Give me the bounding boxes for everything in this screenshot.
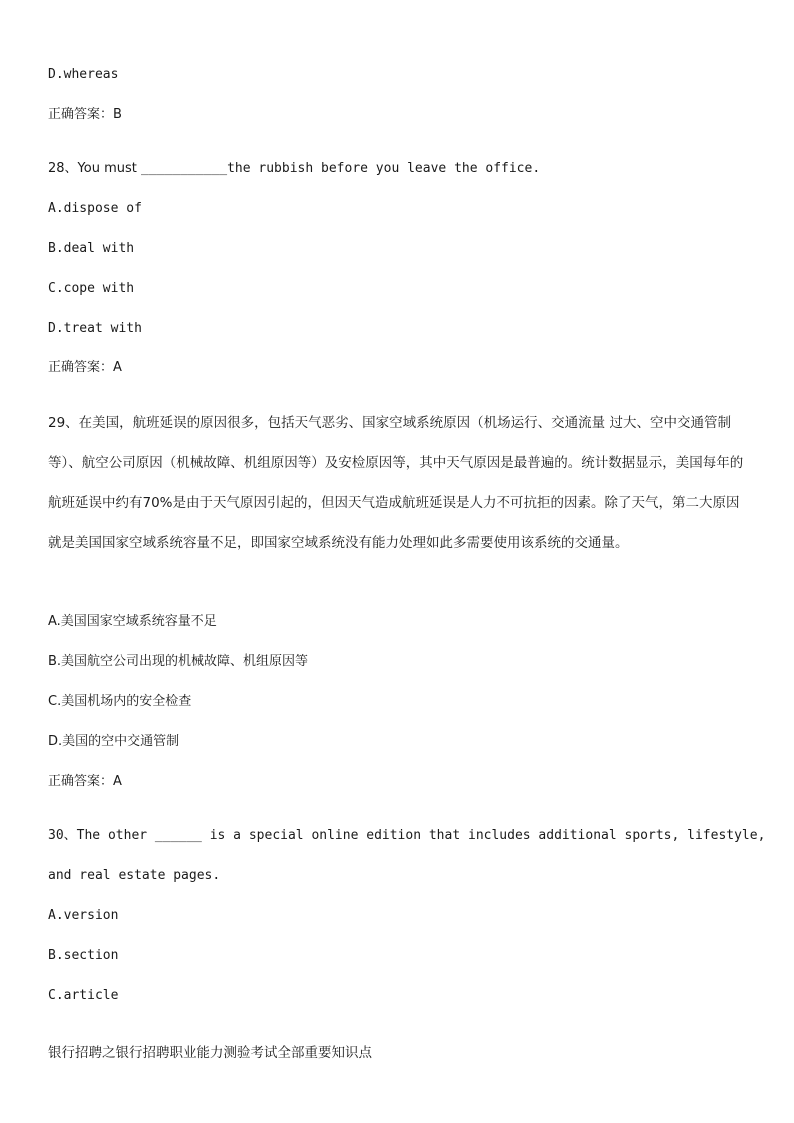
q30-option-a: A.version [48, 908, 119, 923]
q28-option-d: D.treat with [48, 321, 142, 336]
q28-option-c: C.cope with [48, 281, 135, 296]
q30-stem-line2: and real estate pages. [48, 868, 221, 883]
q28-option-b: B.deal with [48, 241, 135, 256]
q28-stem [48, 160, 540, 178]
q28-stem-prefix: 28、You must [48, 161, 141, 176]
q28-stem-blank: ___________ [141, 161, 228, 176]
q27-answer: 正确答案：B [48, 107, 122, 122]
q29-option-c: C.美国机场内的安全检查 [48, 694, 192, 709]
q29-answer: 正确答案：A [48, 774, 122, 789]
q27-option-d: D.whereas [48, 67, 119, 82]
q29-option-d: D.美国的空中交通管制 [48, 734, 180, 749]
q28-stem-suffix: the rubbish before you leave the office. [227, 161, 541, 176]
q30-option-b: B.section [48, 948, 119, 963]
page-footer: 银行招聘之银行招聘职业能力测验考试全部重要知识点 [48, 1045, 372, 1061]
q30-option-c: C.article [48, 988, 119, 1003]
q28-option-a: A.dispose of [48, 201, 142, 216]
q28-answer: 正确答案：A [48, 360, 122, 375]
q29-stem: 29、在美国，航班延误的原因很多，包括天气恶劣、国家空域系统原因（机场运行、交通流量 过大、空中交通管制等）、航空公司原因（机械故障、机组原因等）及安检原因等，其中天气原因是最普遍的。统计数据显示，美国每年的航班延误中约有70%是由于天气原因引起的，但因天气造成航班延误是人力不可抗拒的因素。除了天气，第二大原因就是美国国家空域系统容量不足，即国家空域系统没有能力处理如此多需要使用该系统的交通量。 [48, 415, 744, 551]
q29-option-b: B.美国航空公司出现的机械故障、机组原因等 [48, 654, 309, 669]
q30-stem-line1: 30、The other ______ is a special online edition that includes additional sports, lifestyle, [48, 828, 766, 843]
q29-option-a: A.美国国家空域系统容量不足 [48, 614, 217, 629]
